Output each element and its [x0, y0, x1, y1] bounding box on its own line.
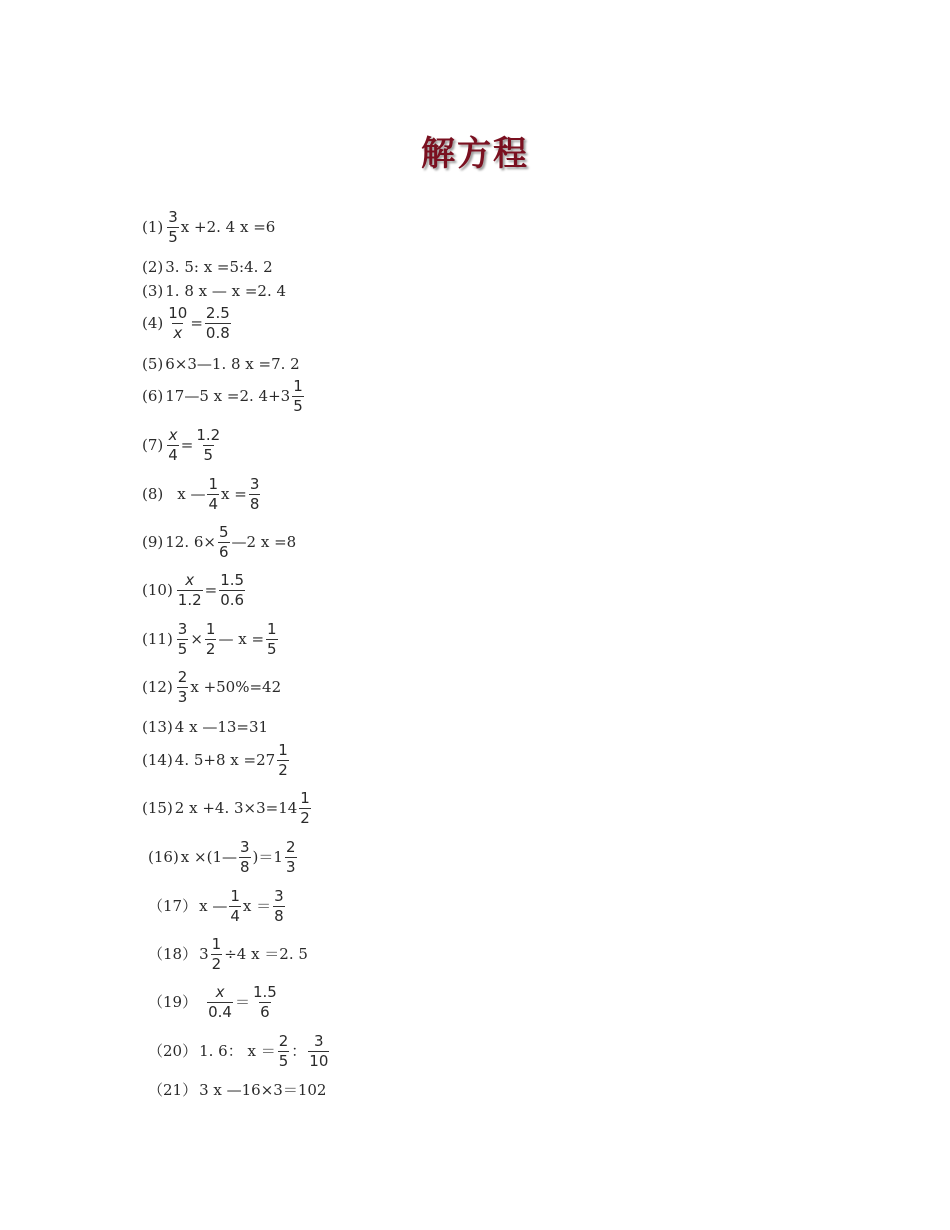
fraction: $\frac{1}{4}$ [208, 475, 219, 513]
equation-text: 12. 6× [165, 533, 216, 551]
equation-21 [148, 1083, 326, 1098]
equation-text: 4 x —13=31 [174, 718, 269, 736]
fraction: $\frac{2}{3}$ [285, 838, 296, 876]
fraction: $\frac{x}{4}$ [168, 426, 178, 464]
equation-text: x = [221, 485, 247, 503]
page-title: 解方程 [421, 134, 529, 174]
equation-text: ÷4 x ＝2. 5 [224, 945, 308, 963]
equation-text: 6×3—1. 8 x =7. 2 [165, 355, 300, 373]
equation-17 [148, 889, 287, 924]
fraction: $\frac{3}{10}$ [309, 1032, 329, 1070]
equation-19 [148, 985, 280, 1020]
equation-text: ＝ [234, 993, 250, 1011]
fraction: $\frac{3}{5}$ [168, 208, 178, 246]
equation-text: )＝1 [252, 848, 283, 866]
equation-text: 4. 5+8 x =27 [174, 751, 276, 769]
equation-number: (10) [142, 581, 173, 599]
equation-text: —2 x =8 [231, 533, 297, 551]
equation-text: 3. 5: x =5:4. 2 [165, 258, 273, 276]
equation-number: (8) [142, 485, 164, 503]
equation-18 [148, 937, 308, 972]
equation-number: (9) [142, 533, 164, 551]
equation-number: （19） [148, 993, 198, 1011]
equation-number: （21） [148, 1081, 198, 1099]
equation-number: (13) [142, 718, 173, 736]
fraction: $\frac{1}{4}$ [230, 887, 240, 925]
equation-4 [142, 306, 233, 341]
equation-text: 3 x —16×3＝102 [199, 1081, 327, 1099]
equation-number: (4) [142, 314, 164, 332]
equation-10 [142, 573, 247, 608]
equation-text: × [190, 630, 203, 648]
equation-text: x ＝ [242, 897, 272, 915]
equation-text: x ×(1— [180, 848, 237, 866]
equation-1 [142, 210, 275, 245]
fraction: $\frac{10}{x}$ [168, 304, 188, 342]
equation-16 [148, 840, 299, 875]
equation-text: — x = [218, 630, 265, 648]
equation-number: (6) [142, 387, 164, 405]
equation-text: = [204, 581, 218, 599]
fraction: $\frac{1.5}{6}$ [252, 983, 277, 1021]
fraction: $\frac{2}{5}$ [278, 1032, 289, 1070]
equation-9 [142, 525, 296, 560]
equation-11 [142, 622, 280, 657]
fraction: $\frac{2.5}{0.8}$ [205, 304, 230, 342]
fraction: $\frac{1.5}{0.6}$ [220, 571, 245, 609]
fraction: $\frac{x}{1.2}$ [177, 571, 202, 609]
fraction: $\frac{1}{2}$ [278, 741, 288, 779]
equation-3 [142, 284, 286, 299]
equation-text: 1. 6： x ＝ [199, 1042, 276, 1060]
fraction: $\frac{3}{8}$ [240, 838, 250, 876]
fraction: $\frac{1}{2}$ [205, 620, 216, 658]
equation-text: 3 [199, 945, 209, 963]
equation-7 [142, 428, 223, 463]
equation-text: ： [291, 1042, 307, 1060]
equation-text: = [190, 314, 203, 332]
equation-text: x — [177, 485, 206, 503]
equation-number: (1) [142, 218, 164, 236]
equation-13 [142, 720, 268, 735]
equation-15 [142, 791, 313, 826]
equation-text: = [180, 436, 194, 454]
equation-2 [142, 260, 273, 275]
equation-20 [148, 1034, 331, 1069]
equation-number: (16) [148, 848, 179, 866]
equation-text: x +2. 4 x =6 [180, 218, 276, 236]
equation-text: 1. 8 x — x =2. 4 [165, 282, 287, 300]
equation-number: (14) [142, 751, 173, 769]
fraction: $\frac{1}{5}$ [293, 377, 303, 415]
equation-number: (15) [142, 799, 173, 817]
equation-12 [142, 670, 281, 705]
fraction: $\frac{x}{0.4}$ [208, 983, 232, 1021]
equation-text: x — [199, 897, 228, 915]
equation-number: (3) [142, 282, 164, 300]
equation-14 [142, 743, 291, 778]
equation-text: 17—5 x =2. 4+3 [165, 387, 291, 405]
equation-text: 2 x +4. 3×3=14 [174, 799, 298, 817]
fraction: $\frac{1}{5}$ [267, 620, 277, 658]
equation-6 [142, 379, 306, 414]
fraction: $\frac{3}{8}$ [249, 475, 260, 513]
equation-5 [142, 357, 300, 372]
equation-number: (11) [142, 630, 173, 648]
equation-text: x +50%=42 [190, 678, 282, 696]
equation-number: (2) [142, 258, 164, 276]
fraction: $\frac{3}{8}$ [274, 887, 284, 925]
fraction: $\frac{3}{5}$ [177, 620, 188, 658]
equation-number: （18） [148, 945, 198, 963]
fraction: $\frac{1.2}{5}$ [196, 426, 221, 464]
fraction: $\frac{1}{2}$ [300, 789, 310, 827]
equation-number: （20） [148, 1042, 198, 1060]
equation-number: （17） [148, 897, 198, 915]
equation-number: (7) [142, 436, 164, 454]
fraction: $\frac{5}{6}$ [219, 523, 229, 561]
equation-8 [142, 477, 262, 512]
fraction: $\frac{1}{2}$ [211, 935, 222, 973]
equation-number: (5) [142, 355, 164, 373]
fraction: $\frac{2}{3}$ [177, 668, 188, 706]
equation-number: (12) [142, 678, 173, 696]
